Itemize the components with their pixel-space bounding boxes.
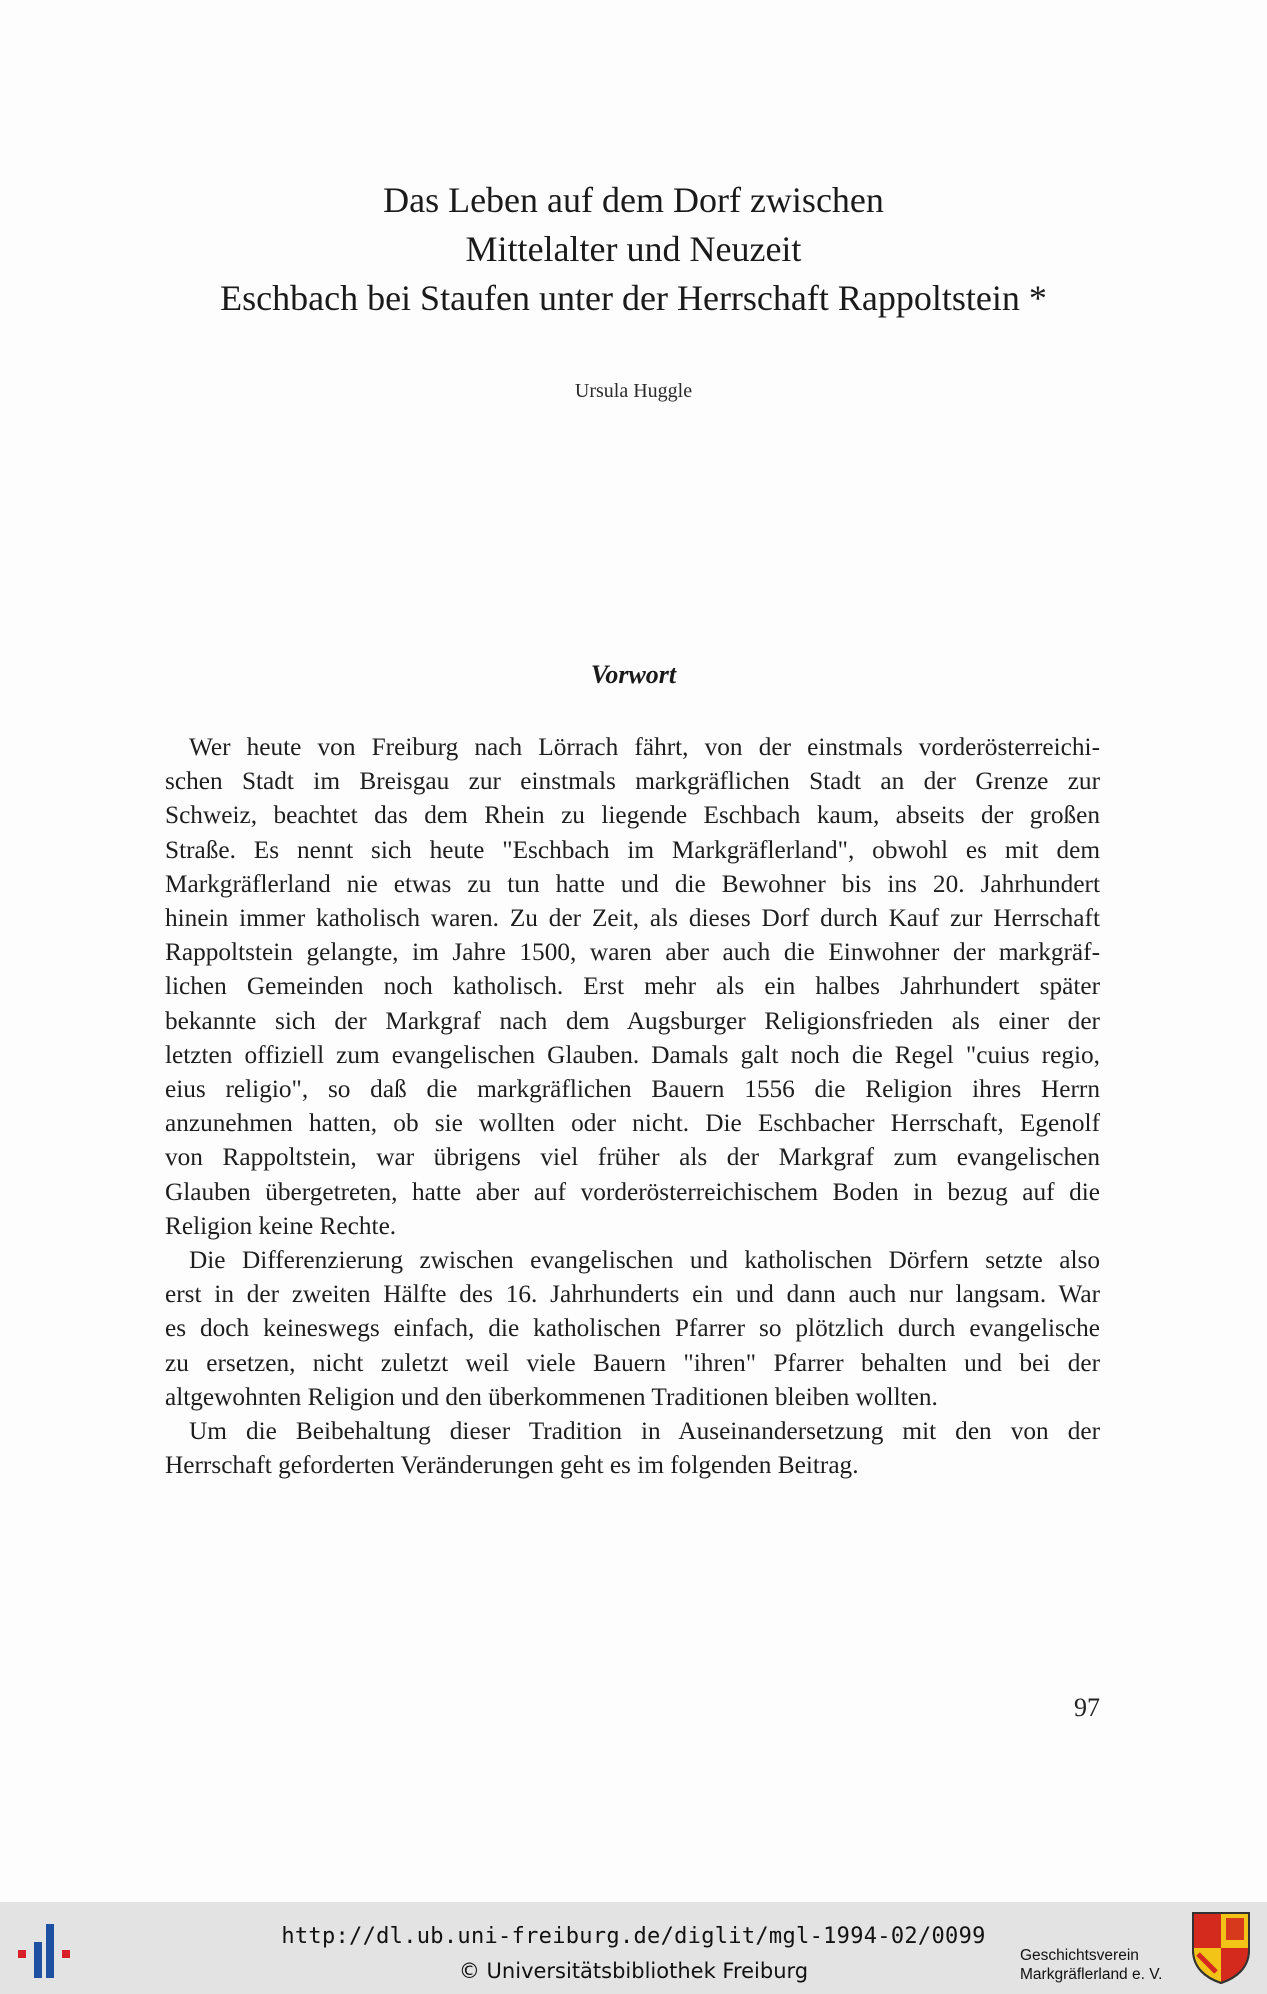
text-line: Um die Beibehaltung dieser Tradition in Auseinandersetzung mit den von der (189, 1417, 1100, 1446)
society-name-line-2: Markgräflerland e. V. (1020, 1966, 1163, 1983)
article-title (100, 176, 1167, 323)
text-line: altgewohnten Religion und den überkommenen Traditionen bleiben wollten. (165, 1382, 938, 1411)
text-line: Religion keine Rechte. (165, 1211, 397, 1240)
text-line: Die Differenzierung zwischen evangelischen und katholischen Dörfern setzte also (189, 1246, 1100, 1275)
footer-url-link[interactable]: http://dl.ub.uni-freiburg.de/diglit/mgl-1994-02/0099 (281, 1924, 986, 1949)
author-name: Ursula Huggle (574, 380, 693, 402)
text-line: bekannte sich der Markgraf nach dem Augsburger Religionsfrieden als einer der (165, 1006, 1100, 1035)
society-name (1020, 1946, 1190, 1984)
body-text (165, 730, 1100, 1482)
title-line-1: Das Leben auf dem Dorf zwischen (383, 180, 884, 220)
text-line: zu ersetzen, nicht zuletzt weil viele Bauern "ihren" Pfarrer behalten und bei der (165, 1348, 1100, 1377)
society-crest-icon (1190, 1910, 1252, 1986)
text-line: Herrschaft geforderten Veränderungen geht es im folgenden Beitrag. (165, 1451, 859, 1480)
society-name-line-1: Geschichtsverein (1020, 1947, 1139, 1964)
text-line: Rappoltstein gelangte, im Jahre 1500, waren aber auch die Einwohner der markgräf- (165, 938, 1100, 967)
text-line: Schweiz, beachtet das dem Rhein zu liegende Eschbach kaum, abseits der großen (165, 801, 1100, 830)
text-line: Straße. Es nennt sich heute "Eschbach im Markgräflerland", obwohl es mit dem (165, 835, 1100, 864)
text-line: hinein immer katholisch waren. Zu der Zeit, als dieses Dorf durch Kauf zur Herrschaft (165, 904, 1100, 933)
paragraph (165, 1414, 1100, 1482)
section-heading: Vorwort (590, 660, 677, 689)
text-line: Wer heute von Freiburg nach Lörrach fährt, von der einstmals vorderösterreichi- (189, 733, 1100, 761)
paragraph (165, 1243, 1100, 1414)
text-line: anzunehmen hatten, ob sie wollten oder nicht. Die Eschbacher Herrschaft, Egenolf (165, 1109, 1100, 1138)
text-line: Glauben übergetreten, hatte aber auf vorderösterreichischem Boden in bezug auf die (165, 1177, 1100, 1206)
text-line: von Rappoltstein, war übrigens viel früher als der Markgraf zum evangelischen (165, 1143, 1100, 1172)
text-line: lichen Gemeinden noch katholisch. Erst mehr als ein halbes Jahrhundert später (165, 972, 1100, 1001)
footer-bar (0, 1902, 1267, 1994)
paragraph (165, 730, 1100, 1243)
title-line-3: Eschbach bei Staufen unter der Herrschaft Rappoltstein * (220, 278, 1047, 318)
text-line: eius religio", so daß die markgräflichen Bauern 1556 die Religion ihres Herrn (165, 1075, 1100, 1104)
title-line-2: Mittelalter und Neuzeit (465, 229, 802, 269)
text-line: es doch keineswegs einfach, die katholischen Pfarrer so plötzlich durch evangelische (165, 1314, 1100, 1343)
text-line: erst in der zweiten Hälfte des 16. Jahrhunderts ein und dann auch nur langsam. War (165, 1280, 1100, 1309)
page-number: 97 (1074, 1693, 1100, 1722)
text-line: letzten offiziell zum evangelischen Glauben. Damals galt noch die Regel "cuius regio, (165, 1040, 1100, 1069)
footer-copyright: © Universitätsbibliothek Freiburg (458, 1959, 809, 1983)
text-line: Markgräflerland nie etwas zu tun hatte und die Bewohner bis ins 20. Jahrhundert (165, 869, 1100, 898)
text-line: schen Stadt im Breisgau zur einstmals markgräflichen Stadt an der Grenze zur (165, 767, 1100, 796)
